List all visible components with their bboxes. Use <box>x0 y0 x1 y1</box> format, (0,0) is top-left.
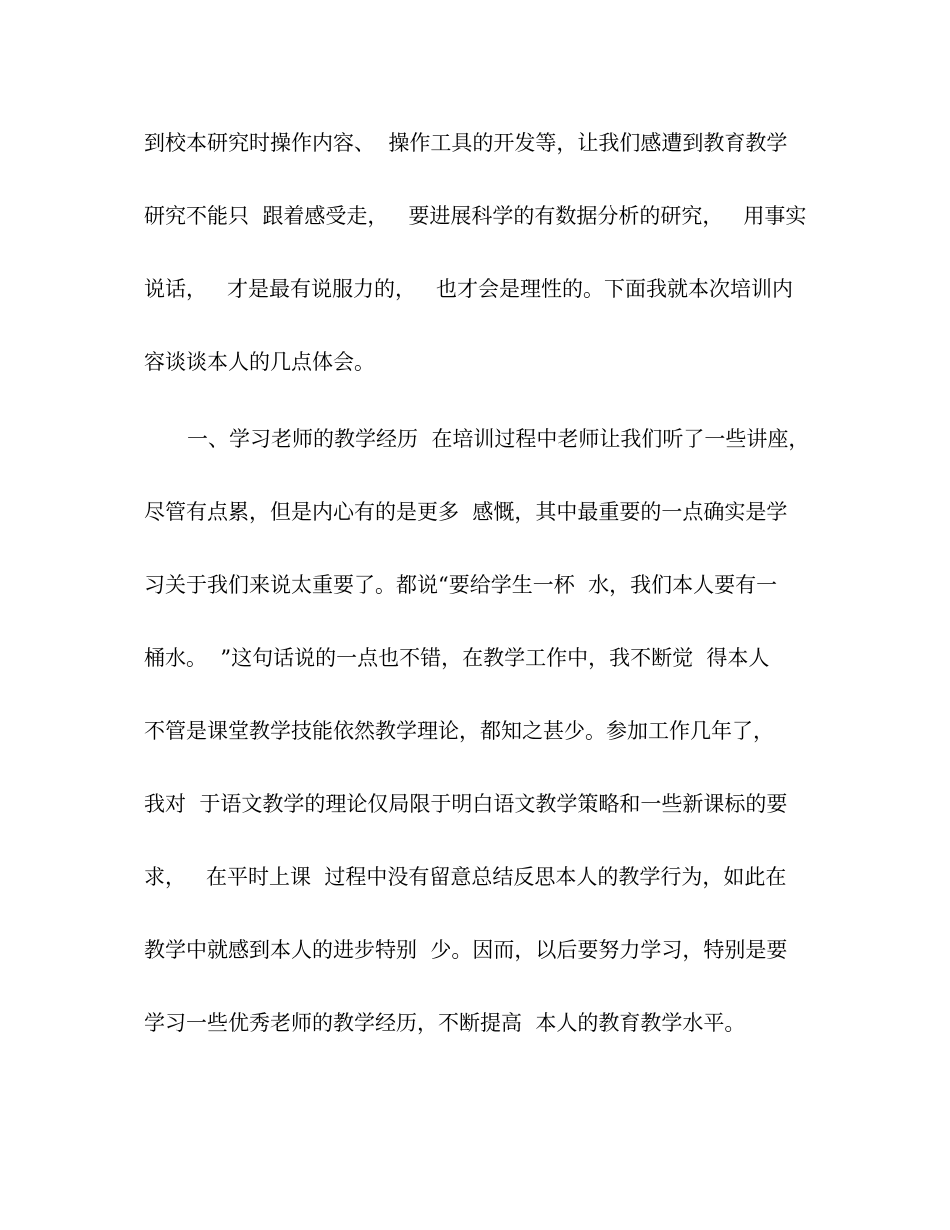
text-line <box>0 784 950 824</box>
line-text: 我对 于语文教学的理论仅局限于明白语文教学策略和一些新课标的要 <box>144 792 788 816</box>
text-line <box>0 565 950 605</box>
text-line <box>0 930 950 970</box>
text-line <box>0 857 950 897</box>
line-text: 一、学习老师的教学经历 在培训过程中老师让我们听了一些讲座， <box>187 427 810 451</box>
text-line <box>0 492 950 532</box>
line-text: 教学中就感到本人的进步特别 少。因而，以后要努力学习，特别是要 <box>144 938 788 962</box>
line-text: 研究不能只 跟着感受走， 要进展科学的有数据分析的研究， 用事实 <box>144 204 807 228</box>
text-line <box>0 123 950 163</box>
text-line <box>0 638 950 678</box>
text-line <box>0 1003 950 1043</box>
line-text: 求， 在平时上课 过程中没有留意总结反思本人的教学行为，如此在 <box>144 865 787 889</box>
text-line <box>0 196 950 236</box>
text-line <box>0 342 950 382</box>
line-text: 不管是课堂教学技能依然教学理论，都知之甚少。参加工作几年了， <box>144 719 774 743</box>
line-text: 说话， 才是最有说服力的， 也才会是理性的。下面我就本次培训内 <box>144 277 794 301</box>
text-line <box>0 711 950 751</box>
text-line <box>0 269 950 309</box>
line-text: 学习一些优秀老师的教学经历，不断提高 本人的教育教学水平。 <box>144 1011 746 1035</box>
line-text: 容谈谈本人的几点体会。 <box>144 350 375 374</box>
line-text: 尽管有点累，但是内心有的是更多 感慨，其中最重要的一点确实是学 <box>144 500 788 524</box>
text-line <box>0 419 950 459</box>
line-text: 桶水。 ”这句话说的一点也不错，在教学工作中，我不断觉 得本人 <box>144 646 770 670</box>
line-text: 到校本研究时操作内容、 操作工具的开发等，让我们感遭到教育教学 <box>144 131 788 155</box>
line-text: 习关于我们来说太重要了。都说“要给学生一杯 水，我们本人要有一 <box>144 573 778 597</box>
